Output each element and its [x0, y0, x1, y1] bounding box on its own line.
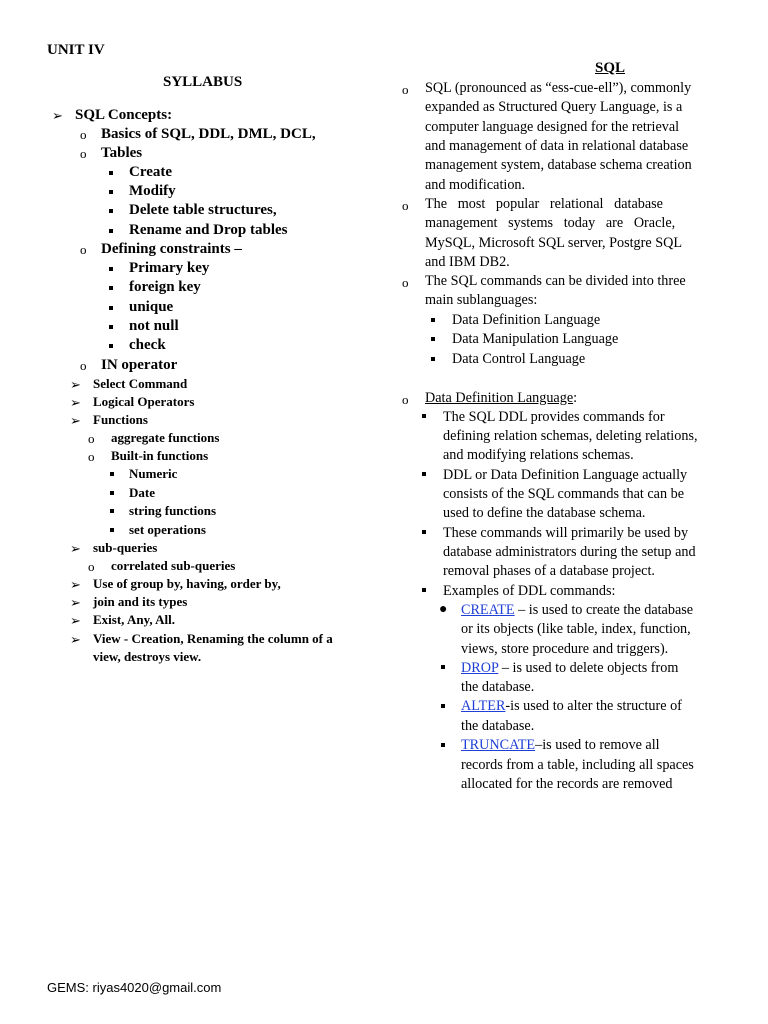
- list-item: Primary key: [129, 260, 210, 276]
- list-item: aggregate functions: [111, 430, 220, 445]
- square-bullet-icon: [441, 704, 445, 708]
- text-line: removal phases of a database project.: [443, 563, 655, 579]
- circle-bullet-icon: o: [80, 358, 87, 373]
- square-bullet-icon: [422, 414, 426, 418]
- drop-link[interactable]: DROP: [461, 660, 499, 676]
- list-item: check: [129, 337, 166, 353]
- square-bullet-icon: [441, 665, 445, 669]
- list-item: IN operator: [101, 357, 178, 373]
- text-line: The SQL DDL provides commands for: [443, 409, 665, 425]
- sql-title: SQL: [595, 60, 626, 76]
- ddl-heading-colon: :: [573, 390, 578, 406]
- text-line: [461, 736, 721, 755]
- list-item: join and its types: [93, 594, 188, 609]
- circle-bullet-icon: o: [402, 82, 409, 97]
- square-bullet-icon: [110, 472, 114, 476]
- list-item: Create: [129, 164, 173, 180]
- square-bullet-icon: [109, 286, 113, 290]
- text-line: main sublanguages:: [425, 292, 538, 308]
- square-bullet-icon: [109, 190, 113, 194]
- list-item: Exist, Any, All.: [93, 612, 175, 627]
- text-line: defining relation schemas, deleting relations,: [443, 428, 698, 444]
- list-item: Defining constraints –: [101, 241, 242, 257]
- list-item: SQL Concepts:: [75, 107, 173, 123]
- unit-title: UNIT IV: [47, 42, 105, 58]
- text-line: Examples of DDL commands:: [443, 583, 616, 599]
- text-line: [461, 697, 721, 716]
- list-item: Data Control Language: [452, 351, 586, 367]
- drop-description: – is used to delete objects from: [498, 660, 679, 676]
- arrow-bullet-icon: ➢: [52, 108, 63, 123]
- text-line: database administrators during the setup and: [443, 544, 696, 560]
- list-item: Select Command: [93, 376, 188, 391]
- text-line: SQL (pronounced as “ess-cue-ell”), commonly: [425, 80, 692, 96]
- arrow-bullet-icon: ➢: [70, 413, 81, 428]
- circle-bullet-icon: o: [80, 127, 87, 142]
- square-bullet-icon: [109, 344, 113, 348]
- square-bullet-icon: [109, 229, 113, 233]
- list-item: Data Definition Language: [452, 312, 601, 328]
- circle-bullet-icon: o: [402, 392, 409, 407]
- square-bullet-icon: [109, 325, 113, 329]
- list-item: sub-queries: [93, 540, 158, 555]
- list-item: Use of group by, having, order by,: [93, 576, 281, 591]
- alter-description: -is used to alter the structure of: [505, 698, 682, 714]
- dot-bullet-icon: ●: [439, 602, 448, 617]
- circle-bullet-icon: o: [88, 559, 95, 574]
- text-line: allocated for the records are removed: [461, 776, 673, 792]
- text-line: MySQL, Microsoft SQL server, Postgre SQL: [425, 235, 683, 251]
- arrow-bullet-icon: ➢: [70, 613, 81, 628]
- square-bullet-icon: [431, 318, 435, 322]
- list-item: string functions: [129, 503, 217, 518]
- list-item: View - Creation, Renaming the column of a: [93, 631, 333, 646]
- ddl-heading-text: Data Definition Language: [425, 390, 574, 406]
- list-item: Date: [129, 485, 155, 500]
- arrow-bullet-icon: ➢: [70, 377, 81, 392]
- text-line: These commands will primarily be used by: [443, 525, 689, 541]
- text-line: consists of the SQL commands that can be: [443, 486, 685, 502]
- text-line: [461, 601, 721, 620]
- list-item: Tables: [101, 145, 143, 161]
- text-line: records from a table, including all spaces: [461, 757, 694, 773]
- list-item: not null: [129, 318, 179, 334]
- create-description: – is used to create the database: [514, 602, 694, 618]
- text-line: the database.: [461, 718, 535, 734]
- circle-bullet-icon: o: [402, 275, 409, 290]
- arrow-bullet-icon: ➢: [70, 595, 81, 610]
- text-line: management system, database schema creation: [425, 157, 692, 173]
- list-item: unique: [129, 299, 174, 315]
- footer-email: GEMS: riyas4020@gmail.com: [47, 980, 222, 995]
- truncate-description: –is used to remove all: [535, 737, 660, 753]
- circle-bullet-icon: o: [402, 198, 409, 213]
- text-line: and modification.: [425, 177, 526, 193]
- arrow-bullet-icon: ➢: [70, 541, 81, 556]
- list-item: Rename and Drop tables: [129, 222, 288, 238]
- square-bullet-icon: [110, 509, 114, 513]
- square-bullet-icon: [110, 528, 114, 532]
- text-line: computer language designed for the retrieval: [425, 119, 680, 135]
- circle-bullet-icon: o: [88, 431, 95, 446]
- list-item: foreign key: [129, 279, 201, 295]
- square-bullet-icon: [422, 588, 426, 592]
- text-line: or its objects (like table, index, function,: [461, 621, 691, 637]
- list-item: Delete table structures,: [129, 202, 277, 218]
- text-line: DDL or Data Definition Language actually: [443, 467, 688, 483]
- text-line: and IBM DB2.: [425, 254, 510, 270]
- alter-link[interactable]: ALTER: [461, 698, 506, 714]
- list-item: Functions: [93, 412, 148, 427]
- text-line: expanded as Structured Query Language, is a: [425, 99, 683, 115]
- text-line: The most popular relational database: [425, 196, 663, 212]
- square-bullet-icon: [431, 357, 435, 361]
- list-item: Modify: [129, 183, 176, 199]
- list-item: Data Manipulation Language: [452, 331, 619, 347]
- circle-bullet-icon: o: [88, 449, 95, 464]
- circle-bullet-icon: o: [80, 242, 87, 257]
- truncate-link[interactable]: TRUNCATE: [461, 737, 536, 753]
- arrow-bullet-icon: ➢: [70, 577, 81, 592]
- square-bullet-icon: [441, 743, 445, 747]
- ddl-heading: [425, 389, 577, 408]
- square-bullet-icon: [109, 267, 113, 271]
- text-line: views, store procedure and triggers).: [461, 641, 669, 657]
- syllabus-title: SYLLABUS: [163, 74, 243, 90]
- square-bullet-icon: [109, 209, 113, 213]
- text-line: and modifying relations schemas.: [443, 447, 634, 463]
- list-item: Basics of SQL, DDL, DML, DCL,: [101, 126, 316, 142]
- square-bullet-icon: [422, 472, 426, 476]
- square-bullet-icon: [422, 530, 426, 534]
- square-bullet-icon: [431, 337, 435, 341]
- list-item: view, destroys view.: [93, 649, 202, 664]
- text-line: [461, 659, 721, 678]
- arrow-bullet-icon: ➢: [70, 632, 81, 647]
- create-link[interactable]: CREATE: [461, 602, 515, 618]
- list-item: Logical Operators: [93, 394, 195, 409]
- text-line: and management of data in relational database: [425, 138, 689, 154]
- text-line: management systems today are Oracle,: [425, 215, 676, 231]
- square-bullet-icon: [109, 171, 113, 175]
- text-line: The SQL commands can be divided into three: [425, 273, 686, 289]
- circle-bullet-icon: o: [80, 146, 87, 161]
- arrow-bullet-icon: ➢: [70, 395, 81, 410]
- text-line: used to define the database schema.: [443, 505, 646, 521]
- list-item: correlated sub-queries: [111, 558, 236, 573]
- square-bullet-icon: [110, 491, 114, 495]
- list-item: Numeric: [129, 466, 178, 481]
- list-item: Built-in functions: [111, 448, 209, 463]
- square-bullet-icon: [109, 306, 113, 310]
- list-item: set operations: [129, 522, 206, 537]
- text-line: the database.: [461, 679, 535, 695]
